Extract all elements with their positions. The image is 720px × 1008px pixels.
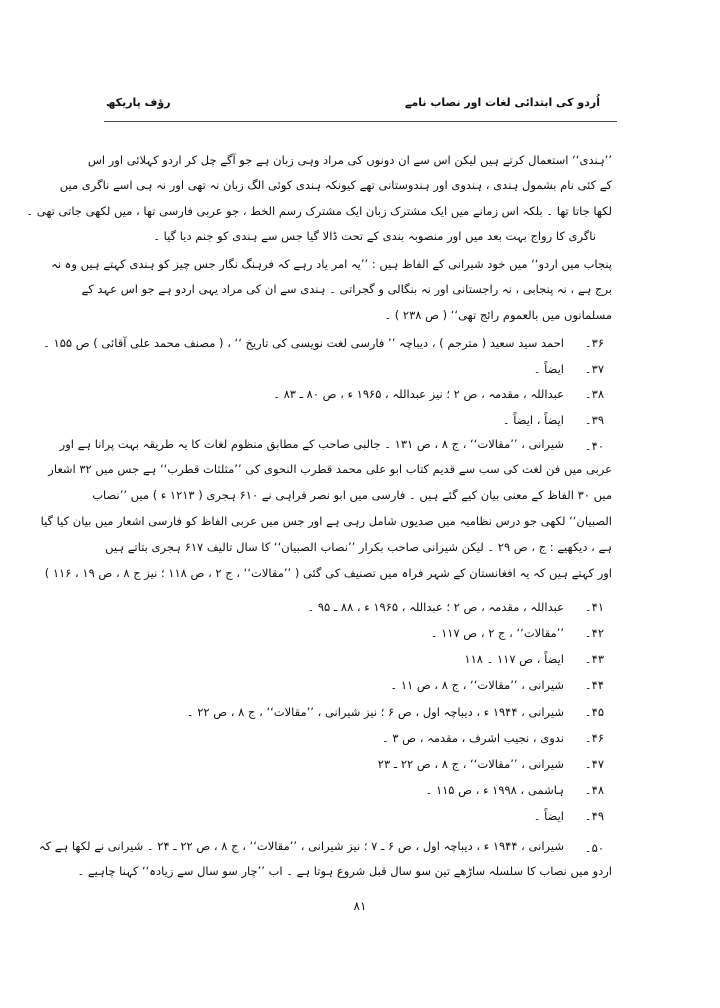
running-author: رؤف پاریکھ <box>106 96 171 109</box>
body-line: ’’ہندی‘‘ استعمال کرتے ہیں لیکن اس سے ان دونوں کی مراد وہی زبان ہے جو آگے چل کر اردو کہلائی اور اس <box>87 153 612 167</box>
footnote-line: اردو میں نصاب کا سلسلہ ساڑھے تین سو سال قبل شروع ہوتا ہے ۔ اب ’’چار سو سال سے زیادہ‘‘ کہنا چاہیے ۔ <box>77 864 612 878</box>
footnote-text: شیرانی ، ۱۹۴۴ ء ، دیباچہ اول ، ص ۶ ؛ نیز شیرانی ، ’’مقالات‘‘ ، ج ۸ ، ص ۲۲ ۔ <box>186 705 564 719</box>
body-line: کے کئی نام بشمول ہندی ، ہندوی اور ہندوستانی تھے کیونکہ ہندی کوئی الگ زبان نہ تھی اور نہ ہی اسے ناگری میں <box>59 178 612 192</box>
footnote <box>164 705 604 719</box>
footnote-text: عبداللہ ، مقدمہ ، ص ۲ ؛ نیز عبداللہ ، ۱۹۶۵ ء ، ص ۸۰ ـ ۸۳ ۔ <box>273 387 564 401</box>
footnote <box>164 626 604 640</box>
footnote-number: ۳۹۔ <box>584 413 604 427</box>
page-number: ۸۱ <box>353 899 367 913</box>
footnote-number: ۴۱۔ <box>584 600 604 614</box>
footnote-number: ۴۶۔ <box>584 731 604 745</box>
footnote-text: ندوی ، نجیب اشرف ، مقدمہ ، ص ۳ ۔ <box>381 731 564 745</box>
body-line: پنجاب میں اردو‘‘ میں خود شیرانی کے الفاظ ہیں : ’’یہ امر یاد رہے کہ فرہنگ نگار جس چیز کو ہندی کہتے ہیں وہ نہ <box>51 257 612 271</box>
body-line: لکھا جاتا تھا ۔ بلکہ اس زمانے میں ایک مشترک زبان ایک مشترک رسم الخط ، جو عربی فارسی تھا ، میں لکھی جاتی تھی ۔ <box>26 204 612 218</box>
footnote-text: ایضاً ۔ <box>533 809 564 823</box>
footnote-text: ’’مقالات‘‘ ، ج ۲ ، ص ۱۱۷ ۔ <box>430 626 564 640</box>
footnote-line: اور کہتے ہیں کہ یہ افغانستان کے شہر فراہ میں تصنیف کی گئی ( ’’مقالات‘‘ ، ج ۲ ، ص ۱۱۸ ؛ نیز ج ۸ ، ص ۱۹ ، ۱۱۶ ) <box>44 566 612 580</box>
footnote-text: ایضاً ، ص ۱۱۷ ۔ ۱۱۸ <box>464 652 564 666</box>
footnote-text: ہاشمی ، ۱۹۹۸ ء ، ص ۱۱۵ ۔ <box>425 783 564 797</box>
footnote-number: ۴۵۔ <box>584 705 604 719</box>
footnote-line: الصبیان‘‘ لکھی جو درس نظامیہ میں صدیوں شامل رہی ہے اور جس میں عربی الفاظ کو فارسی اشعار میں بیان کیا گیا <box>40 514 612 528</box>
footnote <box>164 757 604 771</box>
footnote-number: ۴۹۔ <box>584 809 604 823</box>
footnote-number: ۴۴۔ <box>584 678 604 692</box>
header-rule <box>104 121 617 122</box>
footnote-line: ہے ، دیکھیے : ج ، ص ۲۹ ۔ لیکن شیرانی صاحب بکرار ’’نصاب الصبیان‘‘ کا سال تالیف ۶۱۷ ہجری بتاتے ہیں <box>105 540 612 554</box>
footnote-number: ۳۸۔ <box>584 387 604 401</box>
footnote <box>43 336 604 350</box>
footnote-number: ۴۲۔ <box>584 626 604 640</box>
footnote <box>564 841 604 855</box>
footnote <box>164 652 604 666</box>
footnote-number: ۳۷۔ <box>584 362 604 376</box>
footnote <box>164 809 604 823</box>
footnote-number: ۴۸۔ <box>584 783 604 797</box>
footnote-line: عربی میں فن لغت کی سب سے قدیم کتاب ابو علی محمد قطرب النحوی کی ’’مثلثات قطرب‘‘ ہے جس میں ۳۲ اشعار <box>48 462 612 476</box>
footnote-text: شیرانی ، ’’مقالات‘‘ ، ج ۸ ، ص ۱۱ ۔ <box>390 678 564 692</box>
footnote <box>164 731 604 745</box>
running-title: اُردو کی ابتدائی لغات اور نصاب نامے <box>405 96 600 109</box>
footnote-number: ۳۶۔ <box>584 336 604 350</box>
footnote <box>164 678 604 692</box>
footnote <box>164 783 604 797</box>
footnote-line: میں ۳۰ الفاظ کے معنی بیان کیے گئے ہیں ۔ فارسی میں ابو نصر فراہی نے ۶۱۰ ہجری ( ۱۲۱۳ ء ) میں ’’نصاب <box>92 488 612 502</box>
footnote-text: ایضاً ، ایضاً ۔ <box>502 413 564 427</box>
footnote-number: ۴۰۔ <box>584 439 604 453</box>
body-line: برج ہے ، نہ پنجابی ، نہ راجستانی اور نہ بنگالی و گجراتی ۔ ہندی سے ان کی مراد یہی اردو ہے جو اس عہد کے <box>81 282 612 296</box>
footnote-line: شیرانی ، ’’مقالات‘‘ ، ج ۸ ، ص ۱۳۱ ۔ جالبی صاحب کے مطابق منظوم لغات کا یہ طریقہ بہت پرانا ہے اور <box>59 437 564 451</box>
footnote-text: ایضاً ۔ <box>533 362 564 376</box>
footnote-text: احمد سید سعید ( مترجم ) ، دیباچہ ’’ فارسی لغت نویسی کی تاریخ ‘‘ ، ( مصنف محمد علی آقائی ) ص ۱۵۵ ۔ <box>43 336 564 350</box>
footnote-number: ۴۷۔ <box>584 757 604 771</box>
footnote <box>164 362 604 376</box>
body-line: ناگری کا رواج بہت بعد میں اور منصوبہ بندی کے تحت ڈالا گیا جس سے ہندی کو جنم دیا گیا ۔ <box>153 229 596 243</box>
footnote-number: ۴۳۔ <box>584 652 604 666</box>
footnote-number: ۵۰۔ <box>584 841 604 855</box>
footnote-line: شیرانی ، ۱۹۴۴ ء ، دیباچہ اول ، ص ۶ ـ ۷ ؛ نیز شیرانی ، ’’مقالات‘‘ ، ج ۸ ، ص ۲۲ ـ ۲۴ ۔ شیرانی نے لکھا ہے کہ <box>38 839 564 853</box>
footnote <box>164 413 604 427</box>
body-line: مسلمانوں میں بالعموم رائج تھی‘‘ ( ص ۲۳۸ ) ۔ <box>384 308 612 322</box>
footnote <box>564 439 604 453</box>
footnote-text: عبداللہ ، مقدمہ ، ص ۲ ؛ عبداللہ ، ۱۹۶۵ ء ، ۸۸ ـ ۹۵ ۔ <box>307 600 564 614</box>
footnote <box>164 600 604 614</box>
footnote-text: شیرانی ، ’’مقالات‘‘ ، ج ۸ ، ص ۲۲ ـ ۲۳ <box>377 757 564 771</box>
footnote <box>164 387 604 401</box>
